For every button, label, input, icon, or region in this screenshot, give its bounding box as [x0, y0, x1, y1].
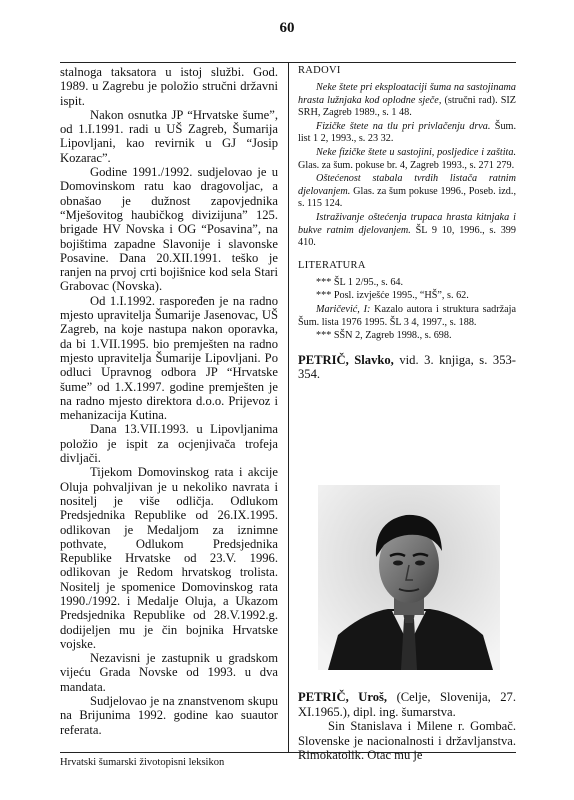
work-item	[298, 147, 516, 172]
column-divider	[288, 62, 289, 752]
work-details: Glas. za šum pokuse 1996., Poseb. izd., s. 115 124.	[298, 185, 516, 210]
paragraph: Godine 1991./1992. sudjelovao je u Domovinskom ratu kao dragovoljac, a obnašao je dužnost zapovjednika “Mješovitog haubičkog divizijuna” 125. brigade HV Novska i OG “Posavina”, na bojištima zapadne Slavonije i slavonske Posavine. Dana 20.XII.1991. teško je ranjen na prvoj crti bojišnice kod sela Stari Grabovac (Novska).	[60, 165, 278, 294]
work-title: Istraživanje oštećenja trupaca hrasta kitnjaka i bukve ratnim djelovanjem.	[298, 211, 516, 236]
work-details: Šum. list 1 2, 1993., s. 23 32.	[298, 120, 517, 145]
literature-item: Maričević, I: Kazalo autora i struktura sadržaja Šum. lista 1976 1995. ŠL 3 4, 1997., s. 188.	[298, 303, 516, 328]
paragraph: Od 1.I.1992. raspoređen je na radno mjesto upravitelja Šumarije Jasenovac, UŠ Zagreb, na koje nastupa nakon oporavka, da bi 1.VII.1995. bio premješten na radno mjesto upravitelja Šumarije Lipovljani. Po odluci Upravnog odbora JP “Hrvatske šume” od 1.X.1997. godine premješten je na radno mjesto direktora d.o.o. Prijevoz i mehanizacija Kutina.	[60, 293, 278, 423]
work-item	[298, 121, 516, 146]
works-heading: RADOVI	[298, 65, 341, 76]
entry-body: Sin Stanislava i Milene r. Gombač. Slovenske je nacionalnosti i državljanstva. Rimokatolik. Otac mu je	[298, 719, 516, 762]
left-column	[60, 65, 278, 737]
literature-item: *** SŠN 2, Zagreb 1998., s. 698.	[316, 330, 452, 342]
paragraph: Nezavisni je zastupnik u gradskom vijeću Grada Novske od 1993. u dva mandata.	[60, 651, 278, 694]
entry-birth-details: (Celje, Slovenija, 27. XI.1965.), dipl. ing. šumarstva.	[298, 690, 517, 719]
footer-rule	[60, 752, 516, 753]
literature-item: *** Posl. izvješće 1995., “HŠ”, s. 62.	[316, 290, 469, 302]
portrait-image	[318, 485, 500, 670]
literature-item: *** ŠL 1 2/95., s. 64.	[316, 276, 404, 288]
work-title: Oštećenost stabala tvrdih listača ratnim djelovanjem.	[298, 173, 516, 197]
work-item	[298, 212, 516, 250]
footer-title: Hrvatski šumarski životopisni leksikon	[60, 757, 225, 768]
entry-headword: PETRIČ, Uroš,	[298, 690, 388, 704]
right-column	[298, 65, 516, 382]
cross-reference-text: vid. 3. knjiga, s. 353-354.	[298, 352, 516, 382]
cross-reference-entry	[298, 353, 516, 382]
paragraph: Sudjelovao je na znanstvenom skupu na Brijunima 1992. godine kao suautor referata.	[60, 694, 278, 737]
work-title: Neke štete pri eksploataciji šuma na sastojinama hrasta lužnjaka kod oplodne sječe,	[298, 82, 516, 106]
work-title: Neke fizičke štete u sastojini, posljedice i zaštita.	[316, 146, 516, 158]
work-item	[298, 173, 516, 211]
work-details: Glas. za šum. pokuse br. 4, Zagreb 1993., s. 271 279.	[298, 159, 515, 171]
paragraph: Dana 13.VII.1993. u Lipovljanima položio je ispit za ocjenjivača trofeja divljači.	[60, 422, 278, 466]
work-title: Fizičke štete na tlu pri privlačenju drva.	[316, 120, 491, 132]
portrait-photo	[318, 485, 500, 670]
paragraph: Nakon osnutka JP “Hrvatske šume”, od 1.I.1991. radi u UŠ Zagreb, Šumarija Lipovljani, kao revirnik u GJ “Josip Kozarac”.	[60, 107, 278, 165]
work-details: (stručni rad). SIZ SRH, Zagreb 1989., s. 1 48.	[298, 94, 516, 119]
paragraph: Tijekom Domovinskog rata i akcije Oluja pohvaljivan je u nekoliko navrata i nositelj je više odličja. Odlukom Predsjednika Republike od 26.IX.1995. odlikovan je Medaljom za iznimne pothvate, Odlukom Predsjednika Republike Hrvatske od 23.V. 1996. odlikovan je Redom hrvatskog trolista. Nositelj je spomenice Domovinskog rata 1990./1992. i Medalje Oluja, a Ukazom Predsjednika Republike od 28.V.1992.g. dodijeljen mu je čin bojnika Hrvatske vojske.	[60, 465, 278, 651]
paragraph: stalnoga taksatora u istoj službi. God. 1989. u Zagrebu je položio stručni državni ispit.	[60, 65, 278, 108]
literature-author: Maričević, I:	[316, 303, 371, 315]
entry-intro	[298, 690, 516, 719]
work-details: ŠL 9 10, 1996., s. 399 410.	[298, 224, 516, 249]
literature-heading: LITERATURA	[298, 259, 366, 271]
page-number: 60	[279, 20, 295, 36]
work-item	[298, 82, 516, 120]
entry-headword: PETRIČ, Slavko,	[298, 352, 394, 367]
